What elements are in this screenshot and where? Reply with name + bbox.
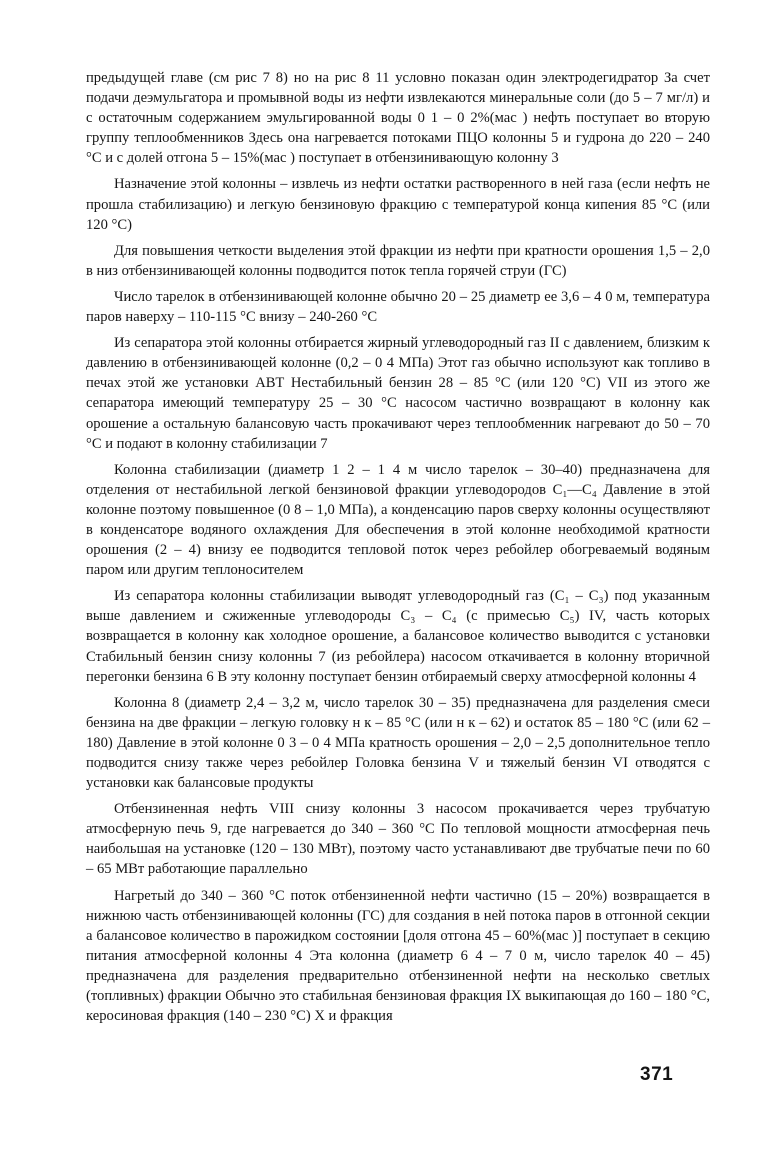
paragraph-1: предыдущей главе (см рис 7 8) но на рис 8 11 условно показан один электродегидратор За счет подачи деэмульгатора и промывной воды из нефти извлекаются минеральные соли (до 5 – 7 мг/л) и с остаточным содержанием эмульгированной воды 0 1 – 0 2%(мас ) нефть поступает во вторую группу теплообменников Здесь она нагревается потоками ПЦО колонны 5 и гудрона до 220 – 240 °С и с долей отгона 5 – 15%(мас ) поступает в отбензинивающую колонну 3 bbox=[86, 70, 710, 167]
paragraph-9: Отбензиненная нефть VIII снизу колонны 3 насосом прокачивается через трубчатую атмосферную печь 9, где нагревается до 340 – 360 °С По тепловой мощности атмосферная печь наибольшая на установке (120 – 130 МВт), поэтому часто устанавливают две трубчатые печи по 60 – 65 МВт работающие параллельно bbox=[86, 801, 710, 878]
page-number: 371 bbox=[640, 1064, 674, 1085]
paragraph-2: Назначение этой колонны – извлечь из нефти остатки растворенного в ней газа (если нефть не прошла стабилизацию) и легкую бензиновую фракцию с температурой конца кипения 85 °С (или 120 °С) bbox=[86, 176, 710, 233]
paragraph-3: Для повышения четкости выделения этой фракции из нефти при кратности орошения 1,5 – 2,0 в низ отбензинивающей колонны подводится поток тепла горячей струи (ГС) bbox=[86, 242, 710, 279]
paragraph-7: Из сепаратора колонны стабилизации выводят углеводородный газ (C₁ – C₃) под указанным выше давлением и сжиженные углеводороды C₃ – C₄ (с примесью C₅) IV, часть которых возвращается в колонну как холодное орошение, а балансовое количество выводится с установки Стабильный бензин снизу колонны 7 (из ребойлера) насосом откачивается в колонну вторичной перегонки бензина 6 В эту колонну поступает бензин отбираемый сверху атмосферной колонны 4 bbox=[86, 588, 710, 685]
paragraph-10: Нагретый до 340 – 360 °С поток отбензиненной нефти частично (15 – 20%) возвращается в нижнюю часть отбензинивающей колонны (ГС) для создания в ней потока паров в отгонной секции а балансовое количество в парожидком состоянии [доля отгона 45 – 60%(мас )] поступает в секцию питания атмосферной колонны 4 Эта колонна (диаметр 6 4 – 7 0 м, число тарелок 40 – 45) предназначена для разделения предварительно отбензиненной нефти на несколько светлых (топливных) фракции Обычно это стабильная бензиновая фракция IX выкипающая до 160 – 180 °С, керосиновая фракция (140 – 230 °С) X и фракция bbox=[86, 887, 710, 1025]
paragraph-5: Из сепаратора этой колонны отбирается жирный углеводородный газ II с давлением, близким к давлению в отбензинивающей колонне (0,2 – 0 4 МПа) Этот газ обычно используют как топливо в печах этой же установки АВТ Нестабильный бензин 28 – 85 °С (или 120 °С) VII из этого же сепаратора имеющий температуру 25 – 30 °С насосом частично возвращают в колонну как орошение а остальную балансовую часть прокачивают через теплообменник нагревают до 50 – 70 °С и подают в колонну стабилизации 7 bbox=[86, 335, 710, 452]
paragraph-8: Колонна 8 (диаметр 2,4 – 3,2 м, число тарелок 30 – 35) предназначена для разделения смеси бензина на две фракции – легкую головку н к – 85 °С (или н к – 62) и остаток 85 – 180 °С (или 62 – 180) Давление в этой колонне 0 3 – 0 4 МПа кратность орошения – 2,0 – 2,5 дополнительное тепло подводится снизу также через ребойлер Головка бензина V и тяжелый бензин VI отводятся с установки как балансовые продукты bbox=[86, 694, 710, 792]
page-body bbox=[86, 68, 710, 1032]
paragraph-4: Число тарелок в отбензинивающей колонне обычно 20 – 25 диаметр ее 3,6 – 4 0 м, температура паров наверху – 110-115 °С внизу – 240-260 °С bbox=[86, 288, 710, 326]
paragraph-6: Колонна стабилизации (диаметр 1 2 – 1 4 м число тарелок – 30–40) предназначена для отделения от нестабильной легкой бензиновой фракции углеводородов C₁—C₄ Давление в этой колонне поэтому повышенное (0 8 – 1,0 МПа), а конденсацию паров сверху колонны осуществляют в конденсаторе водяного охлаждения Для обеспечения в этой колонне необходимой кратности орошения (2 – 4) внизу ее подводится тепловой поток через ребойлер обогреваемый водяным паром или другим теплоносителем bbox=[86, 461, 710, 579]
